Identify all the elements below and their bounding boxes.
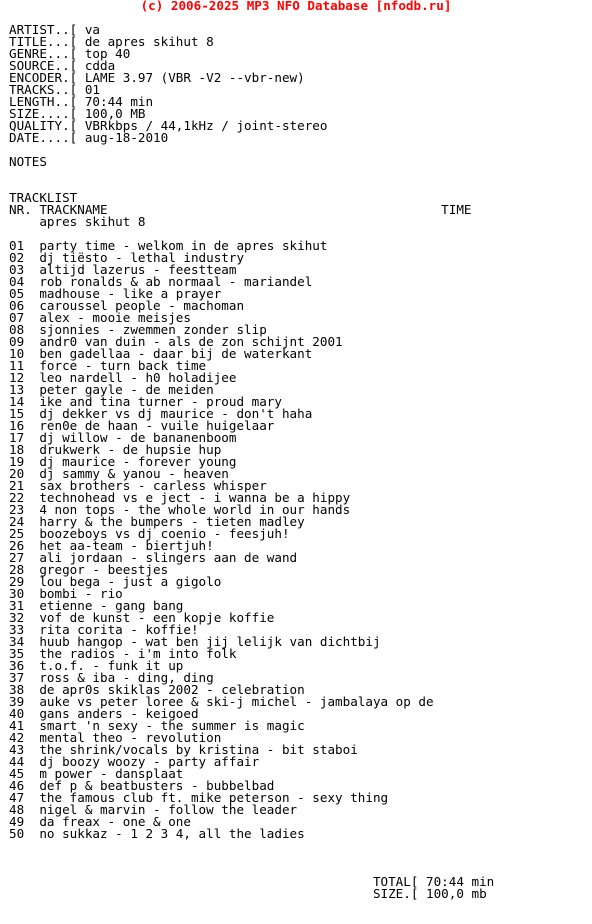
info-field: GENRE...[ top 40	[9, 46, 131, 61]
track-row: 36 t.o.f. - funk it up	[9, 658, 184, 673]
blank-line	[9, 180, 494, 192]
track-row: 41 smart 'n sexy - the summer is magic	[9, 718, 305, 733]
track-row: 30 bombi - rio	[9, 586, 123, 601]
track-row: 28 gregor - beestjes	[9, 562, 169, 577]
track-row: 48 nigel & marvin - follow the leader	[9, 802, 298, 817]
track-row: 37 ross & iba - ding, ding	[9, 670, 214, 685]
track-row: 50 no sukkaz - 1 2 3 4, all the ladies	[9, 826, 305, 841]
track-row: 25 boozeboys vs dj coenio - feesjuh!	[9, 526, 290, 541]
track-row: 03 altijd lazerus - feestteam	[9, 262, 237, 277]
track-row: 34 huub hangop - wat ben jij lelijk van dichtbij	[9, 634, 381, 649]
info-field: DATE....[ aug-18-2010	[9, 130, 169, 145]
track-row: 44 dj boozy woozy - party affair	[9, 754, 260, 769]
track-row: 14 ike and tina turner - proud mary	[9, 394, 282, 409]
track-row: 19 dj maurice - forever young	[9, 454, 237, 469]
track-row: 35 the radios - i'm into folk	[9, 646, 237, 661]
track-row: 23 4 non tops - the whole world in our hands	[9, 502, 351, 517]
track-row: 17 dj willow - de bananenboom	[9, 430, 237, 445]
nfodb-banner: (c) 2006-2025 MP3 NFO Database [nfodb.ru]	[140, 0, 452, 13]
info-field: LENGTH..[ 70:44 min	[9, 94, 154, 109]
track-row: 46 def p & beatbusters - bubbelbad	[9, 778, 275, 793]
info-field: TOTAL[ 70:44 min	[9, 874, 495, 889]
track-row: 01 party time - welkom in de apres skihut	[9, 238, 328, 253]
info-field: QUALITY.[ VBRkbps / 44,1kHz / joint-stereo	[9, 118, 328, 133]
track-row: 06 caroussel people - machoman	[9, 298, 245, 313]
info-field: ARTIST..[ va	[9, 22, 100, 37]
track-row: 16 ren0e de haan - vuile huigelaar	[9, 418, 275, 433]
track-row: 40 gans anders - keigoed	[9, 706, 199, 721]
info-field: SIZE....[ 100,0 MB	[9, 106, 146, 121]
track-row: 12 leo nardell - h0 holadijee	[9, 370, 237, 385]
track-row: 42 mental theo - revolution	[9, 730, 222, 745]
track-row: 27 ali jordaan - slingers aan de wand	[9, 550, 298, 565]
track-row: 39 auke vs peter loree & ski-j michel - jambalaya op de	[9, 694, 434, 709]
track-row: 21 sax brothers - carless whisper	[9, 478, 267, 493]
blank-line	[9, 852, 494, 864]
info-field: SOURCE..[ cdda	[9, 58, 116, 73]
section-heading: apres skihut 8	[9, 214, 146, 229]
track-row: 07 alex - mooie meisjes	[9, 310, 191, 325]
track-row: 26 het aa-team - biertjuh!	[9, 538, 214, 553]
track-row: 24 harry & the bumpers - tieten madley	[9, 514, 305, 529]
track-row: 20 dj sammy & yanou - heaven	[9, 466, 229, 481]
track-row: 43 the shrink/vocals by kristina - bit staboi	[9, 742, 358, 757]
track-row: 13 peter gayle - de meiden	[9, 382, 214, 397]
track-row: 02 dj tiësto - lethal industry	[9, 250, 245, 265]
section-heading: NOTES	[9, 154, 47, 169]
track-row: 09 andr0 van duin - als de zon schijnt 2001	[9, 334, 343, 349]
blank-line	[9, 840, 494, 852]
section-heading: NR. TRACKNAME TIME	[9, 202, 472, 217]
section-heading: TRACKLIST	[9, 190, 78, 205]
track-row: 45 m power - dansplaat	[9, 766, 184, 781]
info-field: TRACKS..[ 01	[9, 82, 100, 97]
nfo-text-body	[9, 24, 494, 900]
track-row: 15 dj dekker vs dj maurice - don't haha	[9, 406, 313, 421]
track-row: 32 vof de kunst - een kopje koffie	[9, 610, 275, 625]
track-row: 11 force - turn back time	[9, 358, 207, 373]
track-row: 47 the famous club ft. mike peterson - sexy thing	[9, 790, 389, 805]
info-field: TITLE...[ de apres skihut 8	[9, 34, 214, 49]
track-row: 10 ben gadellaa - daar bij de waterkant	[9, 346, 313, 361]
info-field: ENCODER.[ LAME 3.97 (VBR -V2 --vbr-new)	[9, 70, 305, 85]
track-row: 04 rob ronalds & ab normaal - mariandel	[9, 274, 313, 289]
track-row: 05 madhouse - like a prayer	[9, 286, 222, 301]
track-row: 18 drukwerk - de hupsie hup	[9, 442, 222, 457]
blank-line	[9, 144, 494, 156]
track-row: 08 sjonnies - zwemmen zonder slip	[9, 322, 267, 337]
track-row: 33 rita corita - koffie!	[9, 622, 199, 637]
info-field: SIZE.[ 100,0 mb	[9, 886, 487, 901]
track-row: 49 da freax - one & one	[9, 814, 191, 829]
track-row: 22 technohead vs e ject - i wanna be a hippy	[9, 490, 351, 505]
blank-line	[9, 168, 494, 180]
track-row: 29 lou bega - just a gigolo	[9, 574, 222, 589]
track-row: 31 etienne - gang bang	[9, 598, 184, 613]
track-row: 38 de apr0s skiklas 2002 - celebration	[9, 682, 305, 697]
